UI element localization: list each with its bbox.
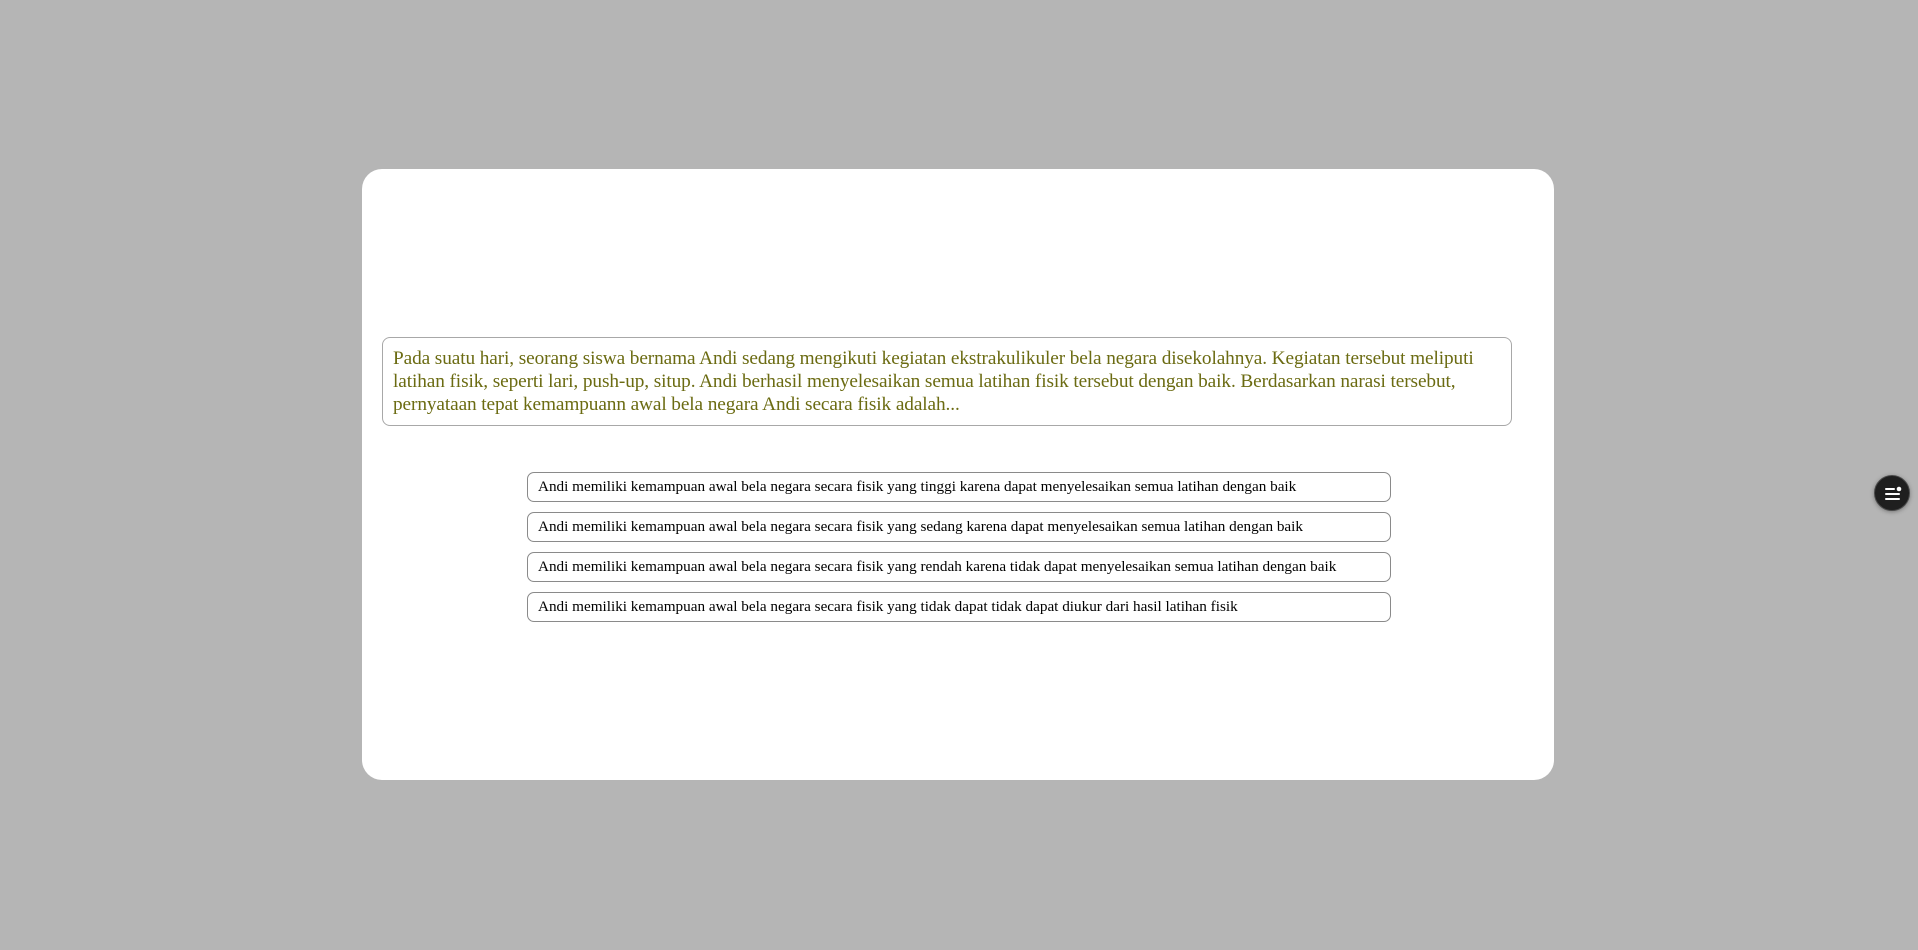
answer-option-3[interactable]: Andi memiliki kemampuan awal bela negara secara fisik yang rendah karena tidak dapat menyelesaikan semua latihan dengan baik (527, 552, 1391, 582)
quiz-card (362, 169, 1554, 780)
answer-option-4[interactable]: Andi memiliki kemampuan awal bela negara secara fisik yang tidak dapat tidak dapat diukur dari hasil latihan fisik (527, 592, 1391, 622)
answer-options (527, 472, 1391, 632)
question-text: Pada suatu hari, seorang siswa bernama Andi sedang mengikuti kegiatan ekstrakulikuler bela negara disekolahnya. Kegiatan tersebut meliputi latihan fisik, seperti lari, push-up, situp. Andi berhasil menyelesaikan semua latihan fisik tersebut dengan baik. Berdasarkan narasi tersebut, pernyataan tepat kemampuann awal bela negara Andi secara fisik adalah... (382, 337, 1512, 426)
floating-menu-button[interactable] (1874, 475, 1910, 511)
answer-option-2[interactable]: Andi memiliki kemampuan awal bela negara secara fisik yang sedang karena dapat menyelesaikan semua latihan dengan baik (527, 512, 1391, 542)
answer-option-1[interactable]: Andi memiliki kemampuan awal bela negara secara fisik yang tinggi karena dapat menyelesaikan semua latihan dengan baik (527, 472, 1391, 502)
menu-list-icon (1883, 485, 1903, 503)
